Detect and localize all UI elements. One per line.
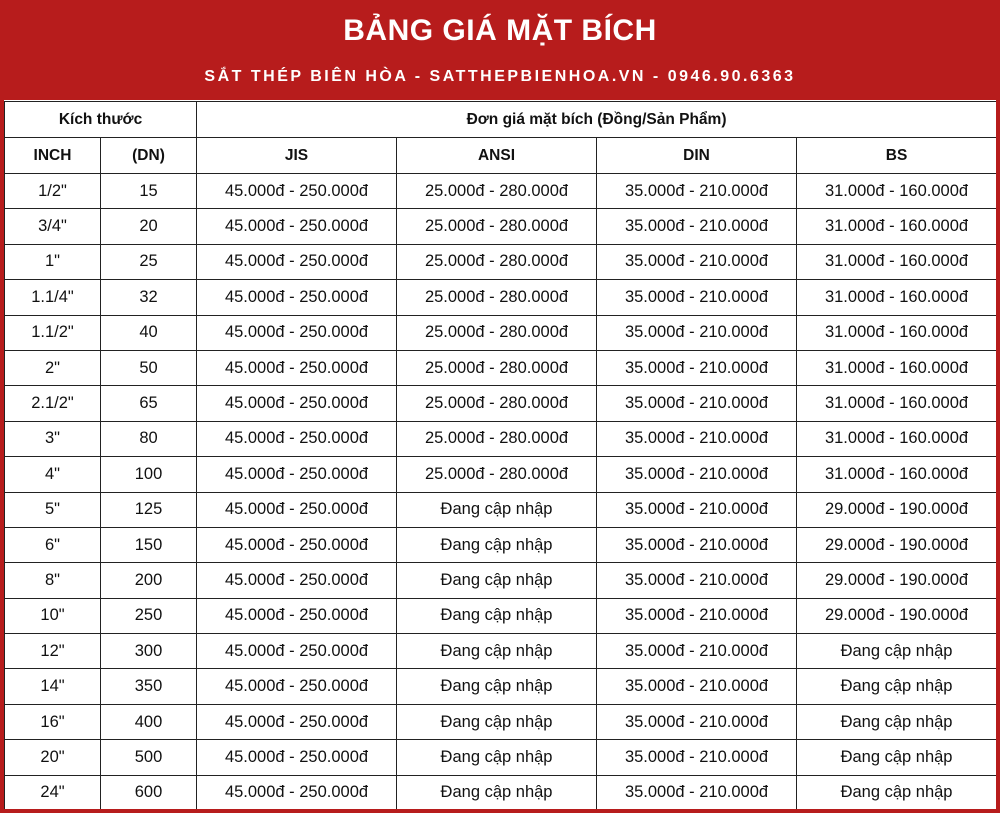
cell-dn: 600 [101,775,197,810]
column-header-ansi: ANSI [397,138,597,174]
cell-inch: 3/4" [5,209,101,244]
cell-inch: 2.1/2" [5,386,101,421]
cell-bs: 31.000đ - 160.000đ [797,174,997,209]
cell-inch: 16" [5,704,101,739]
cell-din: 35.000đ - 210.000đ [597,174,797,209]
cell-bs: Đang cập nhập [797,634,997,669]
cell-din: 35.000đ - 210.000đ [597,386,797,421]
cell-din: 35.000đ - 210.000đ [597,740,797,775]
cell-inch: 1/2" [5,174,101,209]
cell-dn: 350 [101,669,197,704]
cell-bs: Đang cập nhập [797,775,997,810]
cell-bs: 31.000đ - 160.000đ [797,244,997,279]
cell-dn: 300 [101,634,197,669]
cell-ansi: 25.000đ - 280.000đ [397,350,597,385]
cell-ansi: Đang cập nhập [397,634,597,669]
cell-jis: 45.000đ - 250.000đ [197,598,397,633]
column-header-inch: INCH [5,138,101,174]
cell-inch: 1" [5,244,101,279]
cell-bs: Đang cập nhập [797,740,997,775]
cell-din: 35.000đ - 210.000đ [597,598,797,633]
cell-dn: 150 [101,527,197,562]
cell-jis: 45.000đ - 250.000đ [197,527,397,562]
cell-inch: 5" [5,492,101,527]
cell-din: 35.000đ - 210.000đ [597,209,797,244]
cell-ansi: Đang cập nhập [397,563,597,598]
cell-dn: 20 [101,209,197,244]
cell-inch: 20" [5,740,101,775]
size-group-header: Kích thước [5,102,197,138]
cell-inch: 12" [5,634,101,669]
cell-dn: 65 [101,386,197,421]
cell-dn: 40 [101,315,197,350]
cell-inch: 1.1/4" [5,280,101,315]
cell-dn: 32 [101,280,197,315]
cell-ansi: 25.000đ - 280.000đ [397,209,597,244]
cell-bs: 31.000đ - 160.000đ [797,315,997,350]
cell-din: 35.000đ - 210.000đ [597,421,797,456]
cell-bs: 31.000đ - 160.000đ [797,350,997,385]
cell-bs: Đang cập nhập [797,669,997,704]
cell-ansi: 25.000đ - 280.000đ [397,280,597,315]
cell-jis: 45.000đ - 250.000đ [197,634,397,669]
cell-jis: 45.000đ - 250.000đ [197,457,397,492]
cell-inch: 6" [5,527,101,562]
cell-din: 35.000đ - 210.000đ [597,315,797,350]
cell-jis: 45.000đ - 250.000đ [197,315,397,350]
cell-dn: 500 [101,740,197,775]
cell-inch: 24" [5,775,101,810]
cell-jis: 45.000đ - 250.000đ [197,209,397,244]
cell-jis: 45.000đ - 250.000đ [197,563,397,598]
cell-jis: 45.000đ - 250.000đ [197,350,397,385]
cell-inch: 3" [5,421,101,456]
cell-jis: 45.000đ - 250.000đ [197,280,397,315]
cell-ansi: Đang cập nhập [397,740,597,775]
column-header-bs: BS [797,138,997,174]
price-group-header: Đơn giá mặt bích (Đồng/Sản Phẩm) [197,102,997,138]
cell-bs: 31.000đ - 160.000đ [797,421,997,456]
cell-dn: 125 [101,492,197,527]
cell-din: 35.000đ - 210.000đ [597,669,797,704]
cell-ansi: 25.000đ - 280.000đ [397,457,597,492]
cell-inch: 8" [5,563,101,598]
cell-dn: 100 [101,457,197,492]
cell-ansi: 25.000đ - 280.000đ [397,174,597,209]
cell-dn: 200 [101,563,197,598]
column-header-dn: (DN) [101,138,197,174]
cell-inch: 2" [5,350,101,385]
cell-ansi: 25.000đ - 280.000đ [397,421,597,456]
cell-bs: 31.000đ - 160.000đ [797,386,997,421]
cell-din: 35.000đ - 210.000đ [597,350,797,385]
cell-jis: 45.000đ - 250.000đ [197,244,397,279]
cell-ansi: Đang cập nhập [397,669,597,704]
cell-din: 35.000đ - 210.000đ [597,634,797,669]
cell-bs: 29.000đ - 190.000đ [797,527,997,562]
cell-ansi: Đang cập nhập [397,704,597,739]
cell-dn: 15 [101,174,197,209]
cell-bs: 31.000đ - 160.000đ [797,209,997,244]
cell-din: 35.000đ - 210.000đ [597,280,797,315]
cell-bs: 29.000đ - 190.000đ [797,492,997,527]
cell-ansi: Đang cập nhập [397,527,597,562]
column-header-din: DIN [597,138,797,174]
cell-jis: 45.000đ - 250.000đ [197,704,397,739]
cell-din: 35.000đ - 210.000đ [597,457,797,492]
cell-jis: 45.000đ - 250.000đ [197,174,397,209]
cell-dn: 25 [101,244,197,279]
cell-bs: 31.000đ - 160.000đ [797,280,997,315]
cell-ansi: Đang cập nhập [397,775,597,810]
cell-jis: 45.000đ - 250.000đ [197,775,397,810]
cell-din: 35.000đ - 210.000đ [597,492,797,527]
cell-dn: 50 [101,350,197,385]
cell-ansi: Đang cập nhập [397,492,597,527]
cell-dn: 250 [101,598,197,633]
cell-jis: 45.000đ - 250.000đ [197,492,397,527]
cell-jis: 45.000đ - 250.000đ [197,669,397,704]
cell-ansi: 25.000đ - 280.000đ [397,315,597,350]
cell-ansi: 25.000đ - 280.000đ [397,244,597,279]
page-title: BẢNG GIÁ MẶT BÍCH [343,14,657,47]
cell-bs: 29.000đ - 190.000đ [797,563,997,598]
column-header-jis: JIS [197,138,397,174]
cell-dn: 80 [101,421,197,456]
cell-din: 35.000đ - 210.000đ [597,527,797,562]
cell-ansi: Đang cập nhập [397,598,597,633]
cell-jis: 45.000đ - 250.000đ [197,740,397,775]
cell-din: 35.000đ - 210.000đ [597,704,797,739]
cell-inch: 1.1/2" [5,315,101,350]
cell-jis: 45.000đ - 250.000đ [197,386,397,421]
cell-inch: 4" [5,457,101,492]
cell-jis: 45.000đ - 250.000đ [197,421,397,456]
cell-inch: 14" [5,669,101,704]
cell-din: 35.000đ - 210.000đ [597,563,797,598]
cell-din: 35.000đ - 210.000đ [597,244,797,279]
cell-ansi: 25.000đ - 280.000đ [397,386,597,421]
page-subtitle: SẮT THÉP BIÊN HÒA - SATTHEPBIENHOA.VN - 0946.90.6363 [204,68,796,85]
cell-bs: Đang cập nhập [797,704,997,739]
cell-inch: 10" [5,598,101,633]
cell-bs: 29.000đ - 190.000đ [797,598,997,633]
cell-dn: 400 [101,704,197,739]
cell-bs: 31.000đ - 160.000đ [797,457,997,492]
cell-din: 35.000đ - 210.000đ [597,775,797,810]
